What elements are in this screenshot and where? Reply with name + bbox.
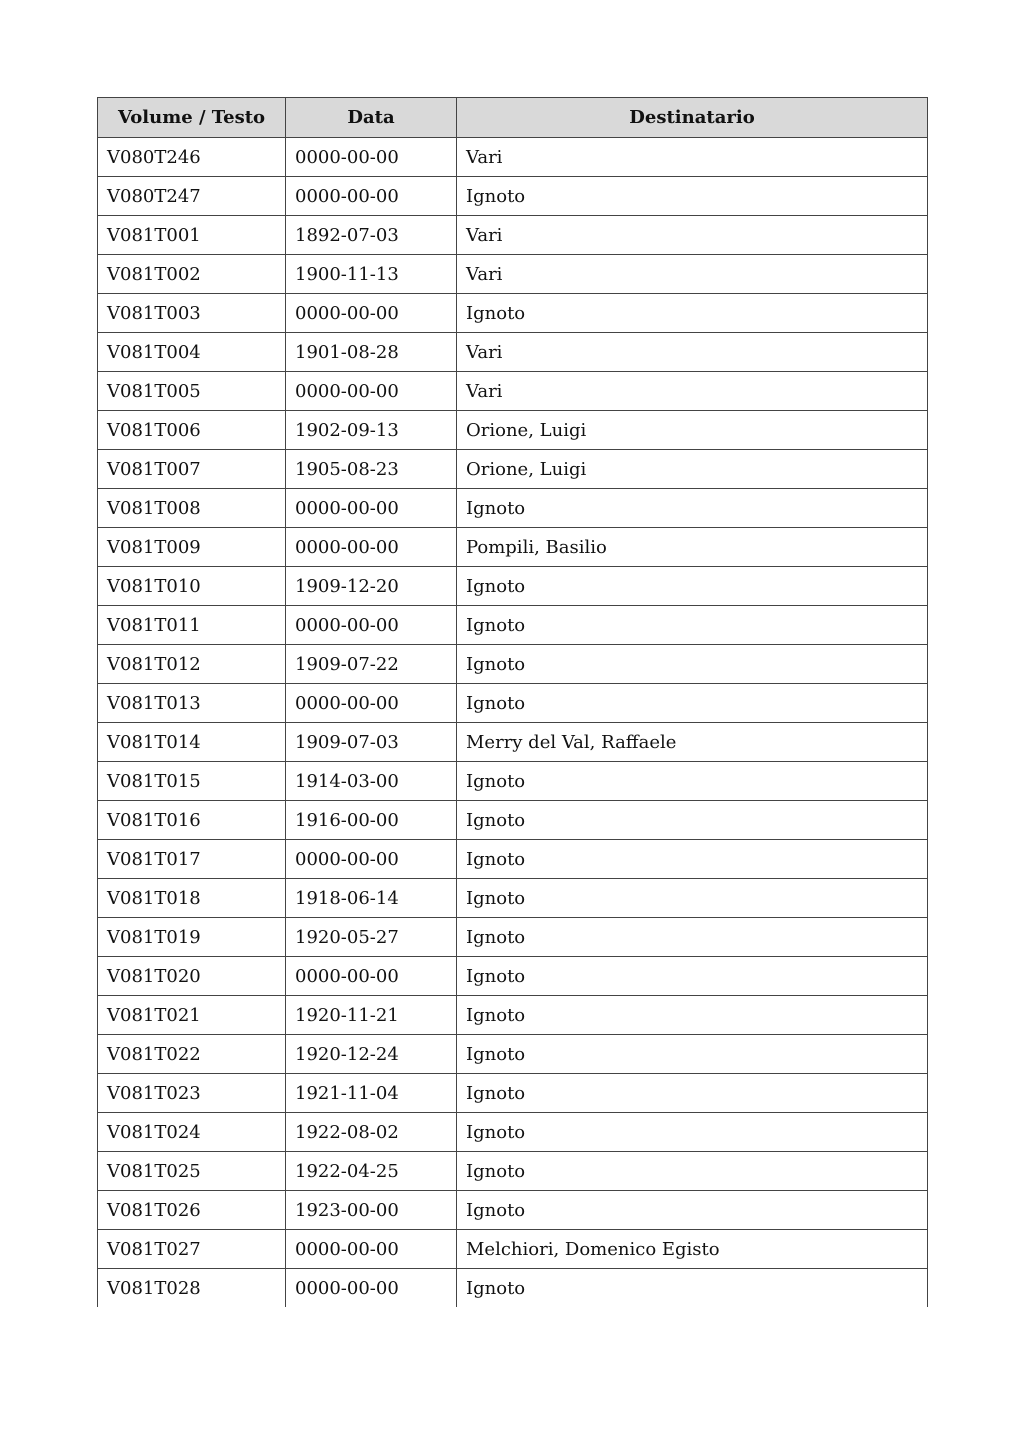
cell-recipient: Ignoto — [457, 918, 928, 957]
table-row — [98, 177, 928, 216]
cell-date: 1901-08-28 — [286, 333, 457, 372]
cell-date: 1914-03-00 — [286, 762, 457, 801]
cell-volume: V081T028 — [98, 1269, 286, 1308]
column-header-recipient: Destinatario — [457, 98, 928, 138]
cell-date: 0000-00-00 — [286, 1230, 457, 1269]
table-row — [98, 957, 928, 996]
table-row — [98, 372, 928, 411]
cell-date: 0000-00-00 — [286, 138, 457, 177]
cell-volume: V081T017 — [98, 840, 286, 879]
cell-volume: V081T019 — [98, 918, 286, 957]
cell-date: 1920-11-21 — [286, 996, 457, 1035]
cell-volume: V081T008 — [98, 489, 286, 528]
cell-volume: V081T024 — [98, 1113, 286, 1152]
table-row — [98, 1035, 928, 1074]
cell-recipient: Ignoto — [457, 996, 928, 1035]
cell-date: 1918-06-14 — [286, 879, 457, 918]
cell-volume: V081T007 — [98, 450, 286, 489]
cell-recipient: Vari — [457, 216, 928, 255]
cell-volume: V081T020 — [98, 957, 286, 996]
cell-recipient: Ignoto — [457, 177, 928, 216]
cell-date: 1909-07-03 — [286, 723, 457, 762]
cell-volume: V081T006 — [98, 411, 286, 450]
cell-date: 1920-05-27 — [286, 918, 457, 957]
cell-volume: V081T023 — [98, 1074, 286, 1113]
cell-recipient: Orione, Luigi — [457, 411, 928, 450]
table-row — [98, 879, 928, 918]
cell-recipient: Melchiori, Domenico Egisto — [457, 1230, 928, 1269]
table-row — [98, 489, 928, 528]
table-row — [98, 1191, 928, 1230]
cell-recipient: Ignoto — [457, 1269, 928, 1308]
cell-volume: V081T015 — [98, 762, 286, 801]
cell-recipient: Ignoto — [457, 1074, 928, 1113]
cell-recipient: Ignoto — [457, 879, 928, 918]
cell-recipient: Ignoto — [457, 1113, 928, 1152]
cell-recipient: Vari — [457, 255, 928, 294]
table-row — [98, 450, 928, 489]
cell-date: 0000-00-00 — [286, 294, 457, 333]
table-row — [98, 723, 928, 762]
cell-volume: V081T012 — [98, 645, 286, 684]
cell-date: 0000-00-00 — [286, 528, 457, 567]
table-row — [98, 684, 928, 723]
cell-date: 0000-00-00 — [286, 372, 457, 411]
cell-recipient: Ignoto — [457, 1152, 928, 1191]
cell-recipient: Pompili, Basilio — [457, 528, 928, 567]
table-row — [98, 801, 928, 840]
table-row — [98, 528, 928, 567]
table-row — [98, 996, 928, 1035]
cell-volume: V080T247 — [98, 177, 286, 216]
cell-date: 0000-00-00 — [286, 1269, 457, 1308]
cell-volume: V081T010 — [98, 567, 286, 606]
cell-date: 1920-12-24 — [286, 1035, 457, 1074]
table-row — [98, 1074, 928, 1113]
cell-recipient: Ignoto — [457, 606, 928, 645]
cell-volume: V081T025 — [98, 1152, 286, 1191]
cell-volume: V081T026 — [98, 1191, 286, 1230]
cell-recipient: Ignoto — [457, 294, 928, 333]
table-row — [98, 255, 928, 294]
cell-volume: V081T016 — [98, 801, 286, 840]
cell-date: 0000-00-00 — [286, 489, 457, 528]
cell-recipient: Ignoto — [457, 567, 928, 606]
cell-date: 1909-12-20 — [286, 567, 457, 606]
table-row — [98, 216, 928, 255]
letters-register-table — [97, 97, 928, 1307]
table-row — [98, 606, 928, 645]
cell-volume: V080T246 — [98, 138, 286, 177]
cell-recipient: Ignoto — [457, 684, 928, 723]
table-row — [98, 294, 928, 333]
table-row — [98, 1152, 928, 1191]
table-row — [98, 840, 928, 879]
table-row — [98, 1230, 928, 1269]
cell-volume: V081T013 — [98, 684, 286, 723]
table-row — [98, 1269, 928, 1308]
cell-date: 1922-08-02 — [286, 1113, 457, 1152]
cell-date: 0000-00-00 — [286, 840, 457, 879]
cell-date: 1923-00-00 — [286, 1191, 457, 1230]
cell-date: 1892-07-03 — [286, 216, 457, 255]
cell-date: 1921-11-04 — [286, 1074, 457, 1113]
table-header-row — [98, 98, 928, 138]
column-header-volume: Volume / Testo — [98, 98, 286, 138]
cell-date: 1902-09-13 — [286, 411, 457, 450]
cell-recipient: Ignoto — [457, 645, 928, 684]
cell-date: 1922-04-25 — [286, 1152, 457, 1191]
cell-volume: V081T004 — [98, 333, 286, 372]
cell-date: 1900-11-13 — [286, 255, 457, 294]
cell-date: 0000-00-00 — [286, 684, 457, 723]
cell-recipient: Ignoto — [457, 1191, 928, 1230]
cell-recipient: Ignoto — [457, 801, 928, 840]
table-row — [98, 411, 928, 450]
cell-recipient: Ignoto — [457, 489, 928, 528]
table-row — [98, 762, 928, 801]
cell-recipient: Merry del Val, Raffaele — [457, 723, 928, 762]
table-row — [98, 333, 928, 372]
cell-volume: V081T005 — [98, 372, 286, 411]
table-row — [98, 1113, 928, 1152]
cell-volume: V081T001 — [98, 216, 286, 255]
cell-volume: V081T011 — [98, 606, 286, 645]
cell-volume: V081T022 — [98, 1035, 286, 1074]
cell-volume: V081T014 — [98, 723, 286, 762]
table-row — [98, 138, 928, 177]
cell-recipient: Vari — [457, 372, 928, 411]
cell-recipient: Ignoto — [457, 762, 928, 801]
cell-recipient: Orione, Luigi — [457, 450, 928, 489]
table-row — [98, 567, 928, 606]
cell-volume: V081T009 — [98, 528, 286, 567]
cell-volume: V081T003 — [98, 294, 286, 333]
cell-recipient: Ignoto — [457, 957, 928, 996]
cell-volume: V081T027 — [98, 1230, 286, 1269]
cell-date: 1909-07-22 — [286, 645, 457, 684]
cell-recipient: Vari — [457, 333, 928, 372]
table-row — [98, 645, 928, 684]
cell-date: 0000-00-00 — [286, 177, 457, 216]
cell-recipient: Vari — [457, 138, 928, 177]
cell-volume: V081T002 — [98, 255, 286, 294]
cell-volume: V081T018 — [98, 879, 286, 918]
table-row — [98, 918, 928, 957]
cell-date: 0000-00-00 — [286, 606, 457, 645]
cell-date: 1905-08-23 — [286, 450, 457, 489]
cell-date: 0000-00-00 — [286, 957, 457, 996]
table-body — [98, 138, 928, 1308]
cell-recipient: Ignoto — [457, 840, 928, 879]
column-header-date: Data — [286, 98, 457, 138]
cell-volume: V081T021 — [98, 996, 286, 1035]
cell-recipient: Ignoto — [457, 1035, 928, 1074]
cell-date: 1916-00-00 — [286, 801, 457, 840]
